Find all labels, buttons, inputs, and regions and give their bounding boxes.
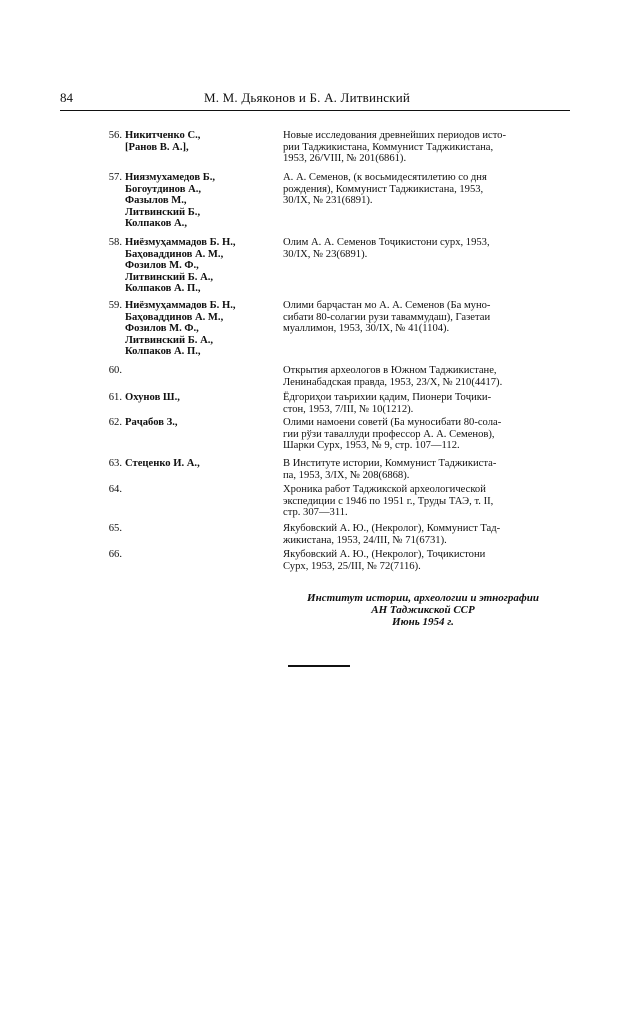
description-line: Новые исследования древнейших периодов исто- [283,130,507,141]
description-line: рождения), Коммунист Таджикистана, 1953, [283,183,484,195]
author-name: Ниёзмуҳаммадов Б. Н., [125,300,236,311]
description-line: Якубовский А. Ю., (Некролог), Коммунист Тад- [283,523,501,534]
author-name: Раҷабов З., [125,417,178,428]
description-line: Олим А. А. Семенов Тоҷикистони сурх, 1953, [283,237,490,248]
author-name: Колпаков А. П., [125,346,201,358]
entry-number: 58. [108,237,122,248]
entry-number: 62. [108,417,122,428]
author-name: Баҳоваддинов А. М., [125,311,224,323]
entry-description [283,130,573,165]
author-name: Никитченко С., [125,130,201,141]
description-line: 30/IX, № 23(6891). [283,248,368,260]
description-line: Ёдгориҳои таърихии қадим, Пионери Тоҷики- [283,392,492,403]
description-line: А. А. Семенов, (к восьмидесятилетию со дня [283,172,487,183]
author-name: Баҳоваддинов А. М., [125,248,224,260]
author-name: Литвинский Б. А., [125,334,214,346]
entry-number: 59. [108,300,122,311]
entry-authors [125,130,285,153]
description-line: Олими намоени советй (Ба муносибати 80-сола- [283,417,502,428]
date-line: Июнь 1954 г. [392,616,454,628]
author-name: Ниёзмуҳаммадов Б. Н., [125,237,236,248]
author-name: Охунов Ш., [125,392,180,403]
entry-number: 61. [108,392,122,403]
entry-description [283,237,573,260]
entry-number: 63. [108,458,122,469]
entry-description [283,300,573,335]
description-line: Якубовский А. Ю., (Некролог), Тоҷикистони [283,549,486,560]
entry-description [283,417,573,452]
entry-description [283,549,573,572]
author-name: Фозилов М. Ф., [125,323,199,335]
entry-number: 56. [108,130,122,141]
description-line: сибати 80-солагии рузи таваммудаш), Газетаи [283,311,491,323]
description-line: Сурх, 1953, 25/III, № 72(7116). [283,560,421,572]
author-name: Колпаков А., [125,218,187,230]
description-line: 1953, 26/VIII, № 201(6861). [283,153,407,165]
description-line: Ленинабадская правда, 1953, 23/X, № 210(4417). [283,376,503,388]
entry-authors [125,172,285,230]
entry-number: 65. [108,523,122,534]
running-title: М. М. Дьяконов и Б. А. Литвинский [204,90,411,105]
description-line: Хроника работ Таджикской археологической [283,484,486,495]
author-name: Литвинский Б. А., [125,271,214,283]
end-rule [288,665,350,667]
author-name: Стеценко И. А., [125,458,200,469]
entry-description [283,458,573,481]
author-name: Ниязмухамедов Б., [125,172,215,183]
entry-description [283,365,573,388]
description-line: стон, 1953, 7/III, № 10(1212). [283,403,414,415]
description-line: 30/IX, № 231(6891). [283,195,373,207]
description-line: экспедиции с 1946 по 1951 г., Труды ТАЭ, т. II, [283,495,494,507]
entry-authors [125,237,285,295]
description-line: жикистана, 1953, 24/III, № 71(6731). [283,534,447,546]
author-name: Колпаков А. П., [125,283,201,295]
signature-block [268,592,578,628]
page-number: 84 [60,90,73,105]
institute-name: Институт истории, археологии и этнографии [307,592,539,604]
entry-number: 57. [108,172,122,183]
page-header [60,90,570,108]
author-name: [Ранов В. А.], [125,141,189,153]
entry-description [283,172,573,207]
description-line: Олими барҷастан мо А. А. Семенов (Ба муно- [283,300,491,311]
entry-description [283,392,573,415]
entry-authors [125,392,285,404]
description-line: стр. 307—311. [283,507,348,519]
description-line: па, 1953, 3/IX, № 208(6868). [283,469,410,481]
entry-number: 66. [108,549,122,560]
author-name: Фозилов М. Ф., [125,260,199,272]
entry-number: 60. [108,365,122,376]
entry-authors [125,417,285,429]
author-name: Литвинский Б., [125,206,201,218]
description-line: В Институте истории, Коммунист Таджикиста- [283,458,497,469]
description-line: гии рўзи таваллуди профессор А. А. Семенов), [283,428,495,440]
header-rule [60,110,570,111]
description-line: Шарки Сурх, 1953, № 9, стр. 107—112. [283,440,460,452]
entry-authors [125,300,285,358]
entry-description [283,523,573,546]
entry-number: 64. [108,484,122,495]
entry-description [283,484,573,519]
author-name: Богоутдинов А., [125,183,202,195]
academy-name: АН Таджикской ССР [371,604,475,616]
author-name: Фазылов М., [125,195,187,207]
entry-authors [125,458,285,470]
description-line: муаллимон, 1953, 30/IX, № 41(1104). [283,323,450,335]
description-line: Открытия археологов в Южном Таджикистане, [283,365,497,376]
description-line: рии Таджикистана, Коммунист Таджикистана, [283,141,494,153]
